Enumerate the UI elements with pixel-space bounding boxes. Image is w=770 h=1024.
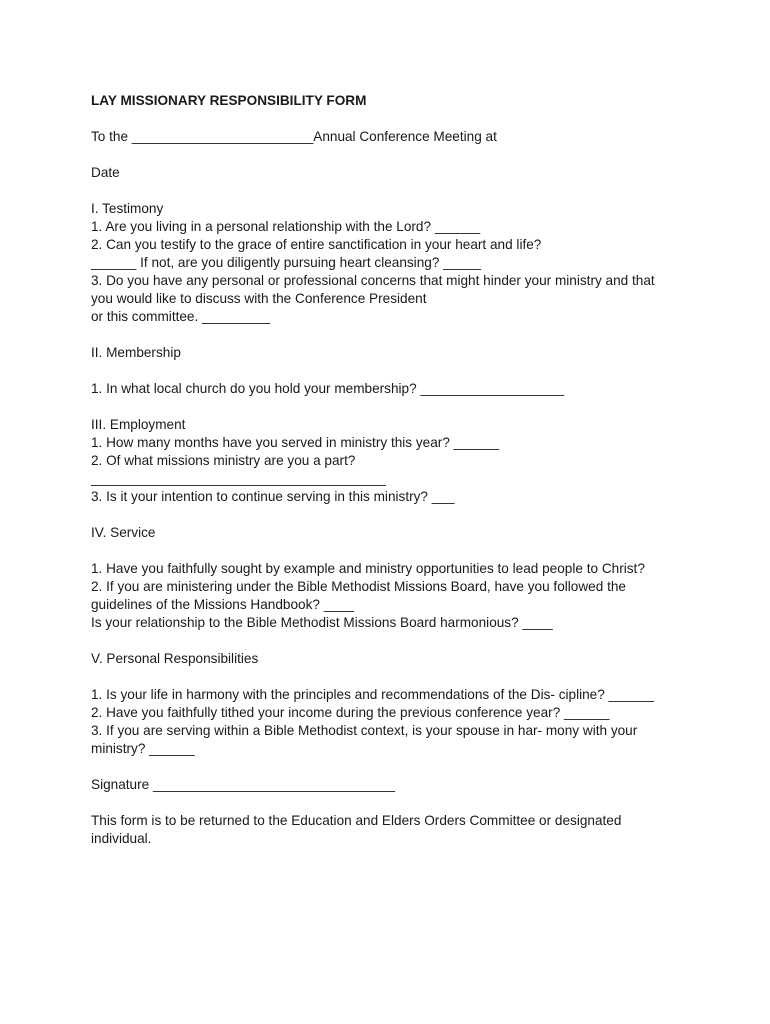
service-line: 2. If you are ministering under the Bible Methodist Missions Board, have you followed the xyxy=(91,579,626,594)
footer-line: This form is to be returned to the Education and Elders Orders Committee or designated xyxy=(91,813,622,828)
testimony-line: you would like to discuss with the Conference President xyxy=(91,291,427,306)
spacer xyxy=(91,146,691,164)
form-page xyxy=(91,92,691,848)
testimony-line: or this committee. _________ xyxy=(91,309,271,324)
testimony-line: 1. Are you living in a personal relationship with the Lord? ______ xyxy=(91,219,481,234)
spacer xyxy=(91,632,691,650)
date-label: Date xyxy=(91,165,120,180)
responsibility-line: 1. Is your life in harmony with the principles and recommendations of the Dis- cipline? ______ xyxy=(91,687,654,702)
section-heading-personal-responsibilities: V. Personal Responsibilities xyxy=(91,651,259,666)
spacer xyxy=(91,326,691,344)
spacer xyxy=(91,668,691,686)
testimony-line: ______ If not, are you diligently pursuing heart cleansing? _____ xyxy=(91,255,481,270)
service-line: Is your relationship to the Bible Methodist Missions Board harmonious? ____ xyxy=(91,615,553,630)
conference-line: To the ________________________Annual Conference Meeting at xyxy=(91,129,497,144)
spacer xyxy=(91,362,691,380)
employment-line: 1. How many months have you served in ministry this year? ______ xyxy=(91,435,500,450)
footer-line: individual. xyxy=(91,831,152,846)
form-title: LAY MISSIONARY RESPONSIBILITY FORM xyxy=(91,93,367,108)
spacer xyxy=(91,506,691,524)
section-heading-employment: III. Employment xyxy=(91,417,186,432)
responsibility-line: ministry? ______ xyxy=(91,741,195,756)
spacer xyxy=(91,542,691,560)
employment-line: 3. Is it your intention to continue serving in this ministry? ___ xyxy=(91,489,455,504)
signature-line: Signature ________________________________ xyxy=(91,777,395,792)
section-heading-testimony: I. Testimony xyxy=(91,201,164,216)
spacer xyxy=(91,758,691,776)
responsibility-line: 3. If you are serving within a Bible Methodist context, is your spouse in har- mony with your xyxy=(91,723,638,738)
membership-line: 1. In what local church do you hold your membership? ___________________ xyxy=(91,381,565,396)
service-line: 1. Have you faithfully sought by example and ministry opportunities to lead people to Christ? xyxy=(91,561,645,576)
service-line: guidelines of the Missions Handbook? ____ xyxy=(91,597,354,612)
section-heading-service: IV. Service xyxy=(91,525,156,540)
employment-line: _______________________________________ xyxy=(91,471,386,486)
section-heading-membership: II. Membership xyxy=(91,345,181,360)
responsibility-line: 2. Have you faithfully tithed your income during the previous conference year? ______ xyxy=(91,705,610,720)
testimony-line: 3. Do you have any personal or professional concerns that might hinder your ministry and that xyxy=(91,273,655,288)
testimony-line: 2. Can you testify to the grace of entire sanctification in your heart and life? xyxy=(91,237,542,252)
spacer xyxy=(91,398,691,416)
employment-line: 2. Of what missions ministry are you a part? xyxy=(91,453,356,468)
spacer xyxy=(91,182,691,200)
spacer xyxy=(91,794,691,812)
